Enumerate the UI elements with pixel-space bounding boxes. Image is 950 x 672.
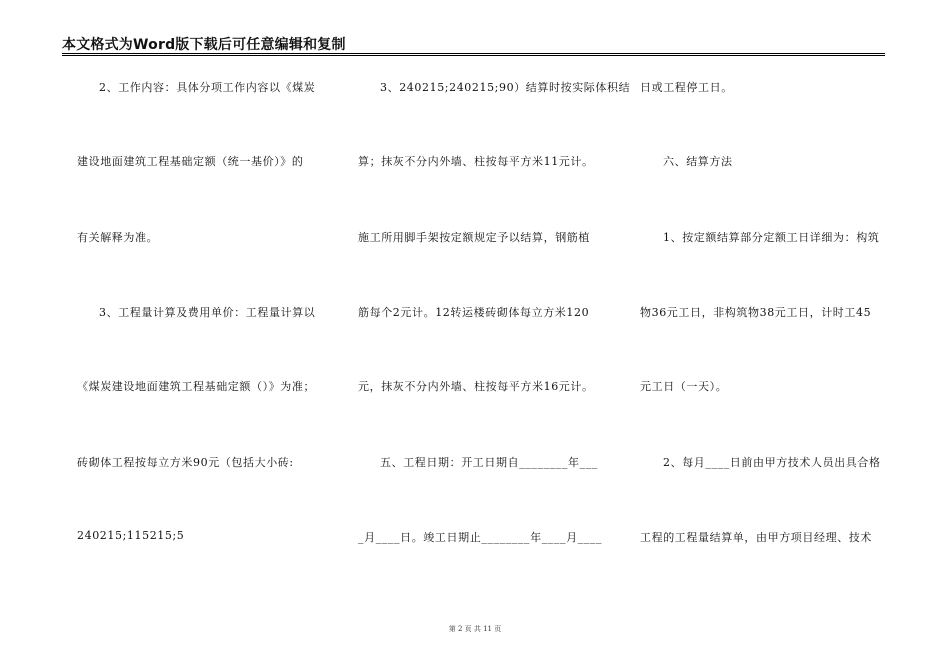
text-line: 1、按定额结算部分定额工日详细为：构筑 xyxy=(663,231,880,244)
text-line: 2、工作内容：具体分项工作内容以《煤炭 xyxy=(99,81,316,94)
text-line: 建设地面建筑工程基础定额（统一基价）》的 xyxy=(77,155,304,168)
text-line: 元工日（一天）。 xyxy=(640,380,728,393)
text-line: 筋每个2元计。12转运楼砖砌体每立方米120 xyxy=(358,306,590,319)
text-line: 日或工程停工日。 xyxy=(640,81,733,94)
text-line: 五、工程日期：开工日期自________年___ xyxy=(380,456,598,469)
text-line: _月____日。竣工日期止________年____月____ xyxy=(358,531,603,544)
text-line: 240215;115215;5 xyxy=(77,529,185,542)
page-header xyxy=(62,30,885,54)
text-line: 工程的工程量结算单，由甲方项目经理、技术 xyxy=(640,531,872,544)
text-line: 施工所用脚手架按定额规定予以结算，钢筋植 xyxy=(358,231,590,244)
text-line: 3、240215;240215;90）结算时按实际体积结 xyxy=(380,81,631,94)
text-line: 物36元工日，非构筑物38元工日，计时工45 xyxy=(640,306,872,319)
text-line: 3、工程量计算及费用单价：工程量计算以 xyxy=(99,306,316,319)
text-line: 元，抹灰不分内外墙、柱按每平方米16元计。 xyxy=(358,380,594,393)
text-line: 有关解释为准。 xyxy=(77,231,159,244)
text-line: 《煤炭建设地面建筑工程基础定额（）》为准； xyxy=(77,380,316,393)
text-line: 六、结算方法 xyxy=(663,155,733,168)
text-line: 2、每月____日前由甲方技术人员出具合格 xyxy=(663,456,881,469)
text-line: 砖砌体工程按每立方米90元（包括大小砖: xyxy=(77,456,294,469)
page-number: 第 2 页 共 11 页 xyxy=(448,625,502,633)
text-line: 算；抹灰不分内外墙、柱按每平方米11元计。 xyxy=(358,155,594,168)
header-title: 本文格式为Word版下载后可任意编辑和复制 xyxy=(62,37,346,53)
header-divider xyxy=(62,55,885,56)
